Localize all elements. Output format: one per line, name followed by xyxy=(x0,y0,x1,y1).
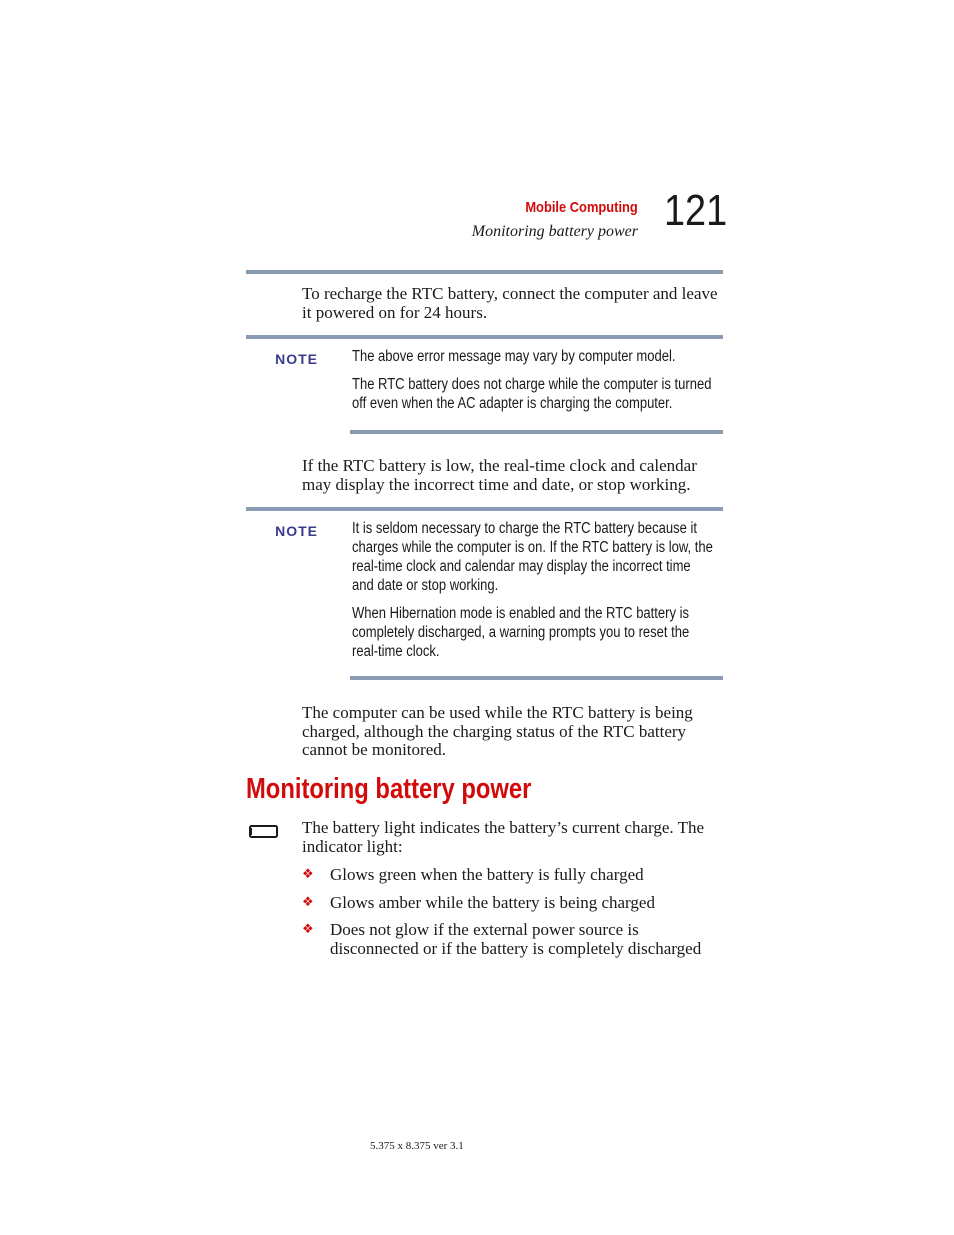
body-paragraph: The computer can be used while the RTC battery is being charged, although the charging status of the RTC battery cannot be monitored. xyxy=(302,703,693,759)
note-bottom-rule xyxy=(350,676,723,680)
note-top-rule xyxy=(246,507,723,511)
note-label: NOTE xyxy=(275,351,318,367)
bullet-icon: ❖ xyxy=(302,921,314,936)
bullet-icon: ❖ xyxy=(302,893,314,909)
list-item xyxy=(302,866,732,885)
battery-icon xyxy=(249,824,279,843)
body-paragraph: The battery light indicates the battery’s current charge. The indicator light: xyxy=(302,818,705,856)
note-label: NOTE xyxy=(275,523,318,539)
note-paragraph: The RTC battery does not charge while the computer is turned off even when the AC adapter is charging the computer. xyxy=(352,376,712,412)
list-item-text: Glows amber while the battery is being charged xyxy=(330,892,655,912)
note-paragraph: The above error message may vary by computer model. xyxy=(352,348,676,365)
bullet-icon: ❖ xyxy=(302,866,314,881)
bullet-list xyxy=(302,866,732,958)
section-heading: Monitoring battery power xyxy=(246,773,532,805)
note-bottom-rule xyxy=(350,430,723,434)
note-paragraph: When Hibernation mode is enabled and the RTC battery is completely discharged, a warning prompts you to reset the real-time clock. xyxy=(352,605,690,660)
list-item-text: Glows green when the battery is fully charged xyxy=(330,865,644,884)
body-paragraph: To recharge the RTC battery, connect the computer and leave it powered on for 24 hours. xyxy=(302,284,718,322)
note-paragraph: It is seldom necessary to charge the RTC battery because it charges while the computer is on. If the RTC battery is low, the real-time clock and calendar may display the incorrect time and date or stop working. xyxy=(352,520,713,594)
divider-rule xyxy=(246,270,723,274)
list-item xyxy=(302,894,732,913)
running-header-subsection: Monitoring battery power xyxy=(471,223,638,240)
note-body xyxy=(352,347,715,422)
running-header-section: Mobile Computing xyxy=(525,199,638,216)
list-item xyxy=(302,921,732,958)
page-footer: 5.375 x 8.375 ver 3.1 xyxy=(370,1140,464,1152)
list-item-text: Does not glow if the external power source is disconnected or if the battery is completely discharged xyxy=(330,920,702,958)
note-top-rule xyxy=(246,335,723,339)
page-number: 121 xyxy=(664,186,728,235)
body-paragraph: If the RTC battery is low, the real-time clock and calendar may display the incorrect time and date, or stop working. xyxy=(302,456,697,494)
note-body xyxy=(352,519,715,670)
